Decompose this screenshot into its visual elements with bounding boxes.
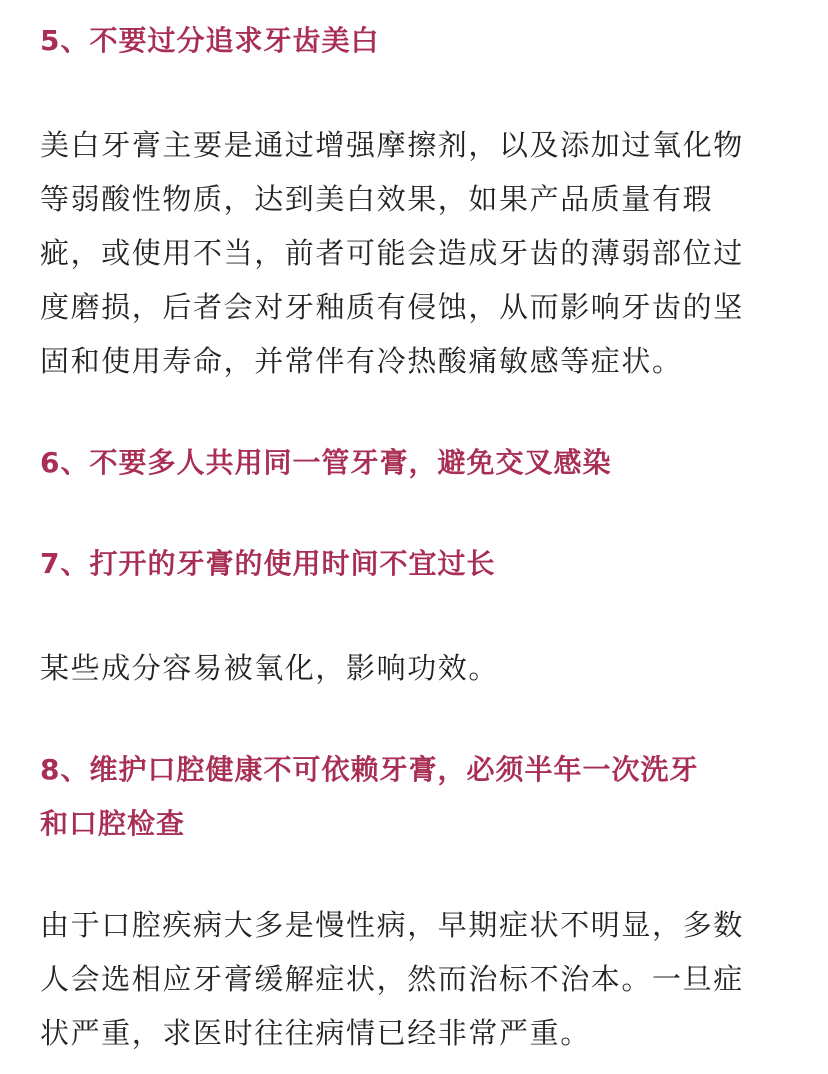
section-8-heading (40, 743, 800, 851)
section-6-heading-text: 6、不要多人共用同一管牙膏，避免交叉感染 (40, 446, 612, 479)
section-8-heading-line: 和口腔检查 (40, 807, 186, 840)
paragraph-line: 等弱酸性物质，达到美白效果，如果产品质量有瑕 (40, 182, 714, 216)
paragraph-line: 由于口腔疾病大多是慢性病，早期症状不明显，多数 (40, 908, 744, 942)
section-7-heading-text: 7、打开的牙膏的使用时间不宜过长 (40, 547, 496, 580)
paragraph-line: 疵，或使用不当，前者可能会造成牙齿的薄弱部位过 (40, 236, 744, 270)
paragraph-line: 固和使用寿命，并常伴有冷热酸痛敏感等症状。 (40, 344, 683, 378)
section-5-heading (40, 14, 800, 68)
section-6-heading (40, 436, 800, 490)
paragraph-line: 人会选相应牙膏缓解症状，然而治标不治本。一旦症 (40, 962, 744, 996)
section-7-heading (40, 537, 800, 591)
paragraph-line: 美白牙膏主要是通过增强摩擦剂，以及添加过氧化物 (40, 128, 744, 162)
section-5-heading-text: 5、不要过分追求牙齿美白 (40, 24, 380, 57)
section-8-heading-line: 8、维护口腔健康不可依赖牙膏，必须半年一次洗牙 (40, 753, 699, 786)
paragraph-line: 状严重，求医时往往病情已经非常严重。 (40, 1016, 591, 1050)
section-8-paragraph (40, 898, 800, 1060)
paragraph-line: 某些成分容易被氧化，影响功效。 (40, 651, 500, 685)
section-5-paragraph (40, 118, 800, 388)
section-7-paragraph (40, 641, 800, 695)
paragraph-line: 度磨损，后者会对牙釉质有侵蚀，从而影响牙齿的坚 (40, 290, 744, 324)
